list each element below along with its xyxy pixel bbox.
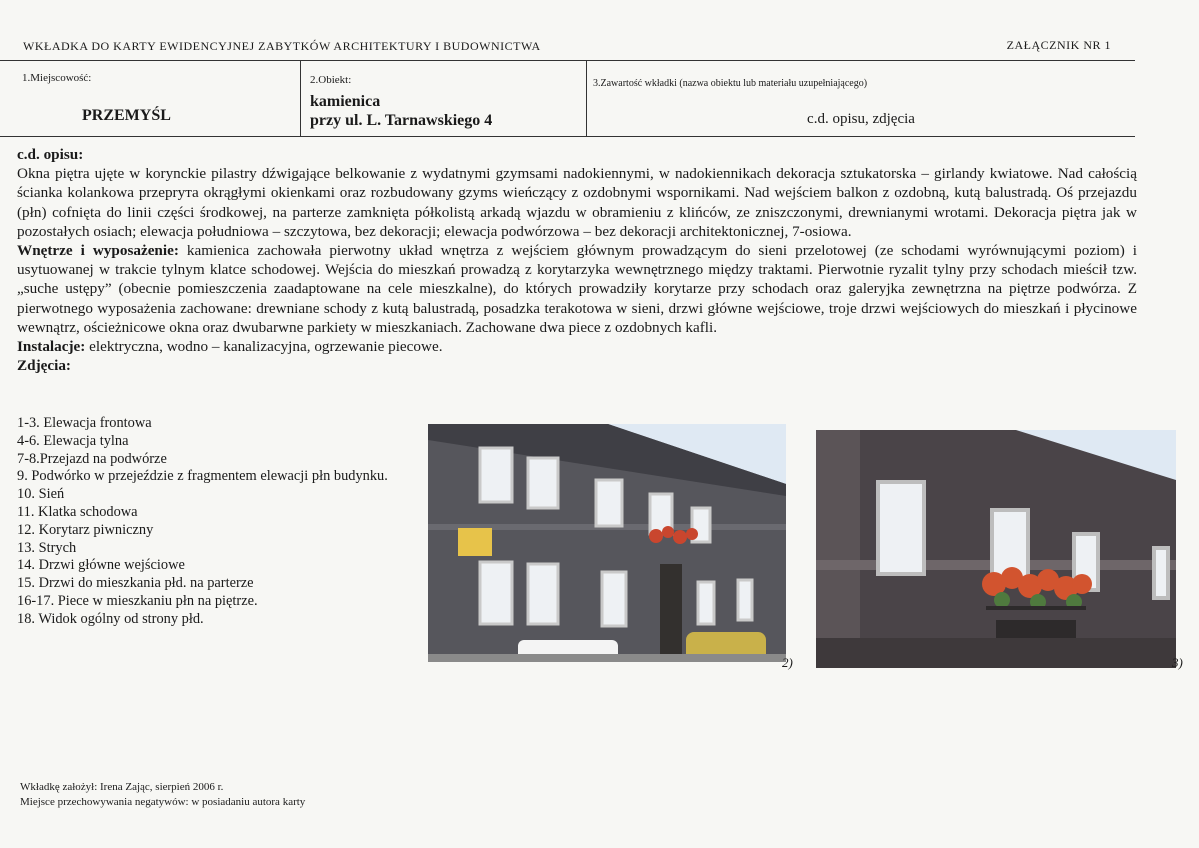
balcony-facade-photo-icon xyxy=(816,430,1176,668)
object-name: kamienica xyxy=(310,93,381,110)
footer-negatives: Miejsce przechowywania negatywów: w posiadaniu autora karty xyxy=(20,796,306,808)
list-item: 12. Korytarz piwniczny xyxy=(17,521,154,538)
header-rule-bottom xyxy=(0,136,1135,137)
photo-number-2: 2) xyxy=(782,655,793,670)
photo-list xyxy=(17,415,417,629)
contents-value: c.d. opisu, zdjęcia xyxy=(807,111,915,127)
locality-value: PRZEMYŚL xyxy=(82,107,171,124)
description-heading: c.d. opisu: xyxy=(17,146,84,163)
list-item: 1-3. Elewacja frontowa xyxy=(17,415,152,431)
installations-paragraph xyxy=(17,337,1137,356)
photo-facade-balcony xyxy=(816,430,1176,668)
cell-divider-1 xyxy=(300,60,301,136)
list-item: 9. Podwórko w przejeździe z fragmentem elewacji płn budynku. xyxy=(17,468,388,485)
list-item: 11. Klatka schodowa xyxy=(17,503,138,520)
description-paragraph: Okna piętra ujęte w korynckie pilastry dźwigające belkowanie z wydatnymi gzymsami nadokiennymi, w nadokiennikach dekoracja sztukatorska – girlandy kwiatowe. Nad całością ścianka kolankowa przeprута okrągłymi okienkami oraz rozbudowany gzyms wieńczący z ozdobnymi wspornikami. Nad wejściem balkon z ozdobną, kutą balustradą. Oś przejazdu (płn) cofnięta do linii części środkowej, na parterze zamknięta półkolistą arkadą wjazdu w obramieniu z klińców, ze zniszczonymi, drewnianymi wrotami. Dekoracja piętra jak w pozostałych osiach; elewacja południowa – szczytowa, bez dekoracji; elewacja podwórzowa – bez dekoracji architektonicznej, 7-osiowa. xyxy=(17,165,1137,240)
installations-heading: Instalacje: xyxy=(17,338,86,356)
list-item: 15. Drzwi do mieszkania płd. na parterze xyxy=(17,575,254,592)
interior-heading: Wnętrze i wyposażenie: xyxy=(17,242,179,260)
list-item: 4-6. Elewacja tylna xyxy=(17,432,129,449)
installations-text: elektryczna, wodno – kanalizacyjna, ogrzewanie piecowe. xyxy=(85,338,443,356)
list-item: 16-17. Piece w mieszkaniu płn na piętrze. xyxy=(17,592,258,609)
interior-paragraph xyxy=(17,241,1137,337)
description-section xyxy=(17,145,1137,375)
locality-label: 1.Miejscowość: xyxy=(22,72,92,84)
form-title: WKŁADKA DO KARTY EWIDENCYJNEJ ZABYTKÓW ARCHITEKTURY I BUDOWNICTWA xyxy=(23,39,541,53)
list-item: 10. Sień xyxy=(17,486,65,503)
list-item: 7-8.Przejazd na podwórze xyxy=(17,450,167,467)
photos-heading: Zdjęcia: xyxy=(17,357,71,375)
header-rule-top xyxy=(0,60,1135,61)
interior-text: kamienica zachowała pierwotny układ wnętrza z wejściem głównym prowadzącym do sieni przelotowej (ze schodami wyrównującymi poziom) i usytuowanej w trakcie tylnym klatce schodowej. Wejścia do mieszkań prowadzą z korytarzyka wewnętrznego między traktami. Pierwotnie ryzalit tylny przy schodach mieścił tzw. „suche ustępy” (obecnie pomieszczenia zaadaptowane na cele mieszkalne), do których prowadziły korytarze przy schodach oraz galeryjka zewnętrzna na piętrze podwórza. Z pierwotnego wyposażenia zachowane: drewniane schody z kutą balustradą, posadzka terakotowa w sieni, drzwi główne wejściowe, troje drzwi wejściowych do mieszkań i płycinowe wewnątrz, ościeżnicowe okna oraz dwubarwne parkiety w mieszkaniach. Zachowane dwa piece z ozdobnych kafli. xyxy=(17,242,1137,336)
footer-author: Wkładkę założył: Irena Zając, sierpień 2006 r. xyxy=(20,781,224,793)
list-item: 13. Strych xyxy=(17,539,77,556)
building-facade-photo-icon xyxy=(428,424,786,662)
sign xyxy=(458,528,492,556)
contents-label: 3.Zawartość wkładki (nazwa obiektu lub materiału uzupełniającego) xyxy=(593,78,868,89)
photo-number-3: 3) xyxy=(1172,655,1183,670)
annex-number: ZAŁĄCZNIK NR 1 xyxy=(1006,38,1111,52)
list-item: 18. Widok ogólny od strony płd. xyxy=(17,610,204,627)
object-label: 2.Obiekt: xyxy=(310,74,352,86)
object-address: przy ul. L. Tarnawskiego 4 xyxy=(310,112,493,129)
photo-facade-street xyxy=(428,424,786,662)
list-item: 14. Drzwi główne wejściowe xyxy=(17,557,185,574)
